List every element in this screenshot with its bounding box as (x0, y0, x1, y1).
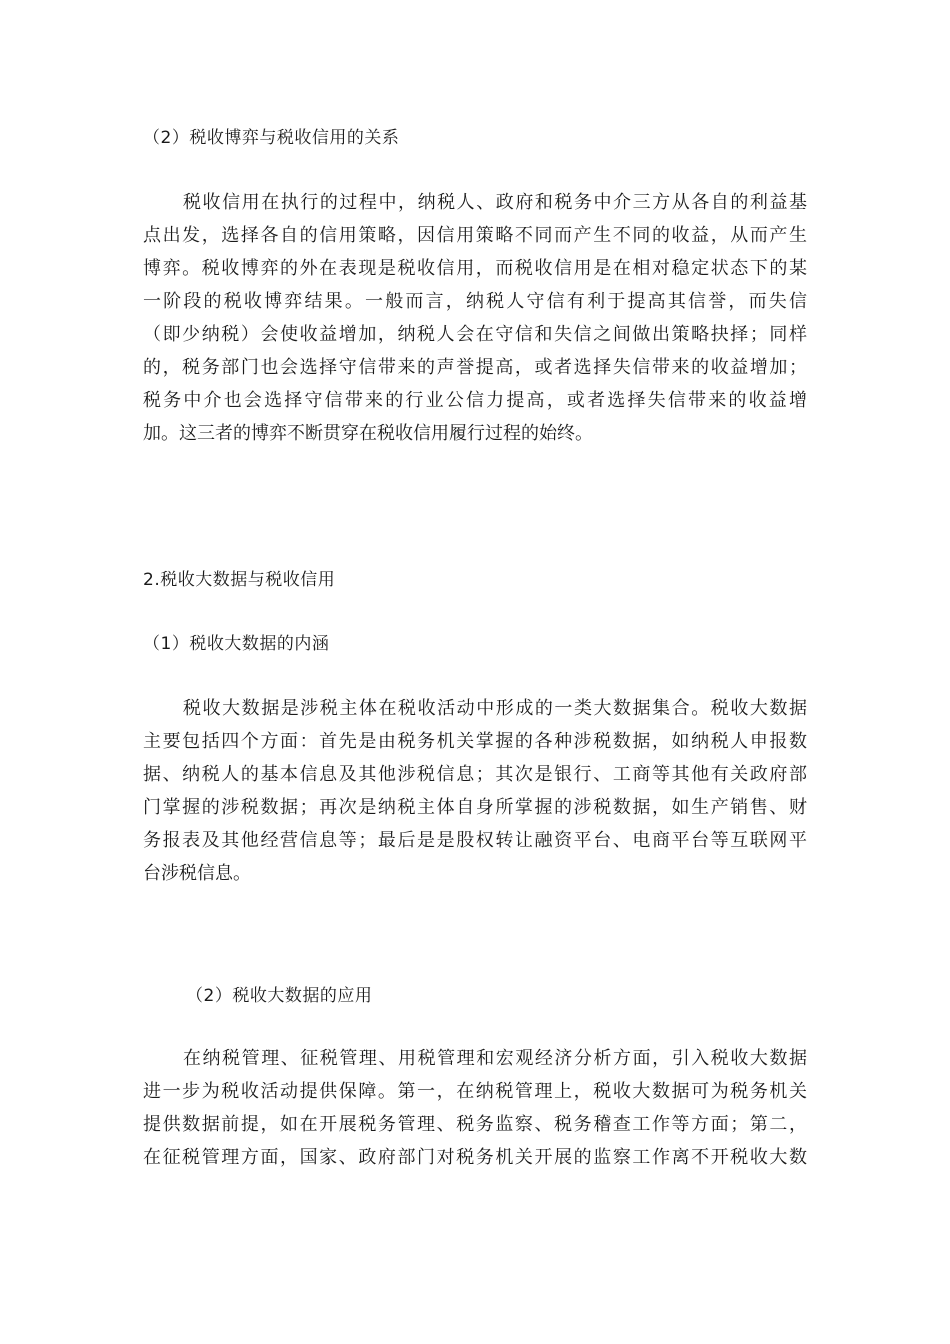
paragraph-line: 提供数据前提，如在开展税务管理、税务监察、税务稽查工作等方面；第二， (143, 1114, 807, 1135)
paragraph-line: 主要包括四个方面：首先是由税务机关掌握的各种涉税数据，如纳税人申报数 (143, 731, 807, 752)
paragraph-tax-game (143, 186, 807, 450)
paragraph-line: 加。这三者的博弈不断贯穿在税收信用履行过程的始终。 (143, 423, 593, 444)
section-heading-big-data-application: （2）税收大数据的应用 (186, 986, 373, 1006)
paragraph-line: 点出发，选择各自的信用策略，因信用策略不同而产生不同的收益，从而产生 (143, 225, 807, 246)
paragraph-line: （即少纳税）会使收益增加，纳税人会在守信和失信之间做出策略抉择；同样 (143, 324, 807, 345)
paragraph-big-data-connotation (143, 692, 807, 890)
paragraph-line: 进一步为税收活动提供保障。第一，在纳税管理上，税收大数据可为税务机关 (143, 1081, 807, 1102)
paragraph-line: 务报表及其他经营信息等；最后是是股权转让融资平台、电商平台等互联网平 (143, 830, 807, 851)
paragraph-line: 的，税务部门也会选择守信带来的声誉提高，或者选择失信带来的收益增加； (143, 357, 807, 378)
paragraph-line: 税收信用在执行的过程中，纳税人、政府和税务中介三方从各自的利益基 (183, 192, 807, 213)
paragraph-line: 台涉税信息。 (143, 863, 251, 884)
paragraph-line: 博弈。税收博弈的外在表现是税收信用，而税收信用是在相对稳定状态下的某 (143, 258, 807, 279)
paragraph-line: 税务中介也会选择守信带来的行业公信力提高，或者选择失信带来的收益增 (143, 390, 807, 411)
paragraph-line: 一阶段的税收博弈结果。一般而言，纳税人守信有利于提高其信誉，而失信 (143, 291, 807, 312)
paragraph-line: 据、纳税人的基本信息及其他涉税信息；其次是银行、工商等其他有关政府部 (143, 764, 807, 785)
paragraph-line: 在纳税管理、征税管理、用税管理和宏观经济分析方面，引入税收大数据 (183, 1048, 807, 1069)
paragraph-line: 门掌握的涉税数据；再次是纳税主体自身所掌握的涉税数据，如生产销售、财 (143, 797, 807, 818)
paragraph-big-data-application (143, 1042, 807, 1174)
paragraph-line: 税收大数据是涉税主体在税收活动中形成的一类大数据集合。税收大数据 (183, 698, 807, 719)
paragraph-line: 在征税管理方面，国家、政府部门对税务机关开展的监察工作离不开税收大数 (143, 1147, 807, 1168)
section-heading-big-data-and-credit: 2.税收大数据与税收信用 (143, 570, 336, 590)
section-heading-tax-game-relation: （2）税收博弈与税收信用的关系 (143, 128, 400, 148)
section-heading-big-data-connotation: （1）税收大数据的内涵 (143, 634, 330, 654)
